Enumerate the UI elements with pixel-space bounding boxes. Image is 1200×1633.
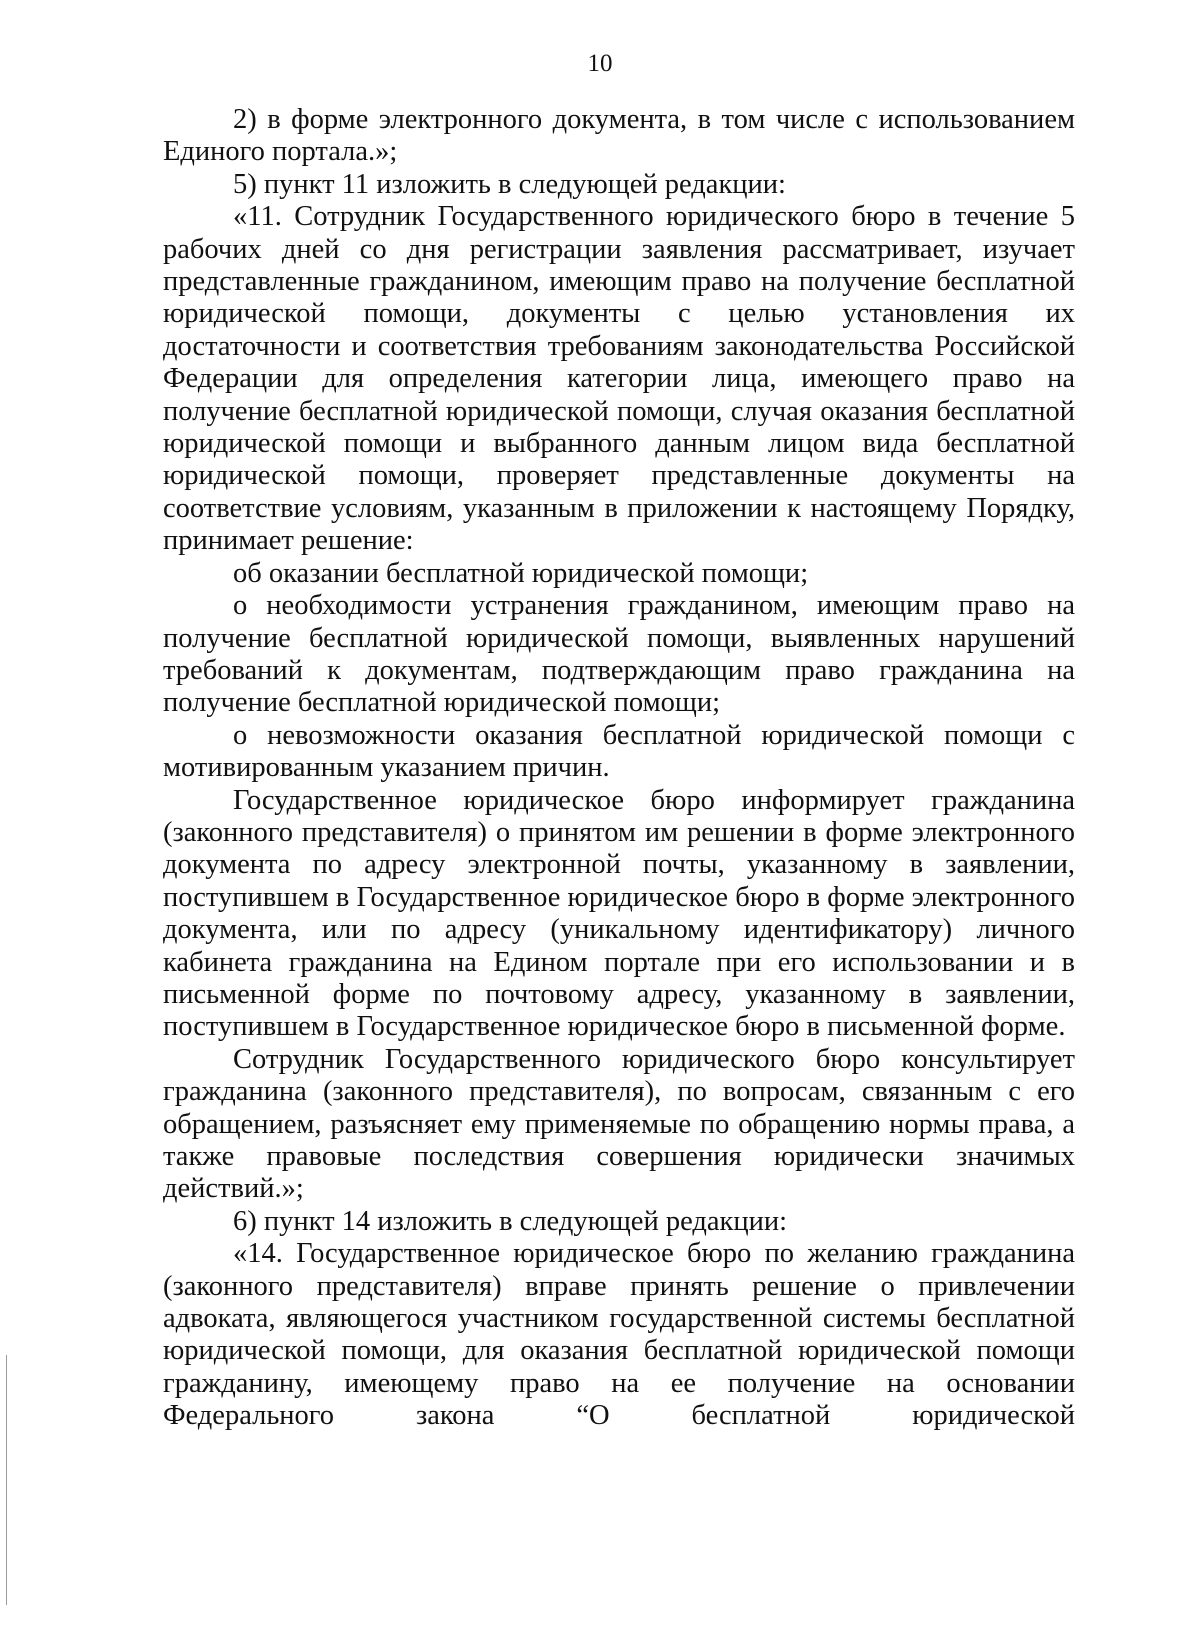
paragraph-point-6: 6) пункт 14 изложить в следующей редакции: — [233, 1205, 788, 1237]
document-body — [163, 104, 1075, 1433]
paragraph-clause-11: «11. Сотрудник Государственного юридического бюро в течение 5 рабочих дней со дня регистрации заявления рассматривает, изучает представленные гражданином, имеющим право на получение бесплатной юридической помощи, документы с целью установления их достаточности и соответствия требованиям законодательства Российской Федерации для определения категории лица, имеющего право на получение бесплатной юридической помощи, случая оказания бесплатной юридической помощи и выбранного данным лицом вида бесплатной юридической помощи, проверяет представленные документы на соответствие условиям, указанным в приложении к настоящему Порядку, принимает решение: — [163, 201, 1075, 557]
paragraph-notification: Государственное юридическое бюро информирует гражданина (законного представителя) о принятом им решении в форме электронного документа по адресу электронной почты, указанному в заявлении, поступившем в Государственное юридическое бюро в форме электронного документа, или по адресу (уникальному идентификатору) личного кабинета гражданина на Едином портале при его использовании и в письменной форме по почтовому адресу, указанному в заявлении, поступившем в Государственное юридическое бюро в письменной форме. — [163, 784, 1075, 1043]
scan-edge-line — [6, 1355, 7, 1605]
paragraph-item-2: 2) в форме электронного документа, в том числе с использованием Единого портала.»; — [163, 104, 1075, 168]
page-number: 10 — [587, 50, 613, 77]
paragraph-decision-provide: об оказании бесплатной юридической помощи; — [233, 557, 809, 589]
paragraph-decision-refuse: о невозможности оказания бесплатной юридической помощи с мотивированным указанием причин. — [163, 719, 1075, 784]
paragraph-clause-14: «14. Государственное юридическое бюро по желанию гражданина (законного представителя) вправе принять решение о привлечении адвоката, являющегося участником государственной системы бесплатной юридической помощи, для оказания бесплатной юридической помощи гражданину, имеющему право на ее получение на основании Федерального закона “О бесплатной юридической — [163, 1238, 1075, 1432]
paragraph-consultation: Сотрудник Государственного юридического бюро консультирует гражданина (законного представителя), по вопросам, связанным с его обращением, разъясняет ему применяемые по обращению нормы права, а также правовые последствия совершения юридически значимых действий.»; — [163, 1043, 1075, 1205]
paragraph-point-5: 5) пункт 11 изложить в следующей редакции: — [233, 168, 786, 200]
paragraph-decision-correct: о необходимости устранения гражданином, имеющим право на получение бесплатной юридической помощи, выявленных нарушений требований к документам, подтверждающим право гражданина на получение бесплатной юридической помощи; — [163, 590, 1075, 719]
